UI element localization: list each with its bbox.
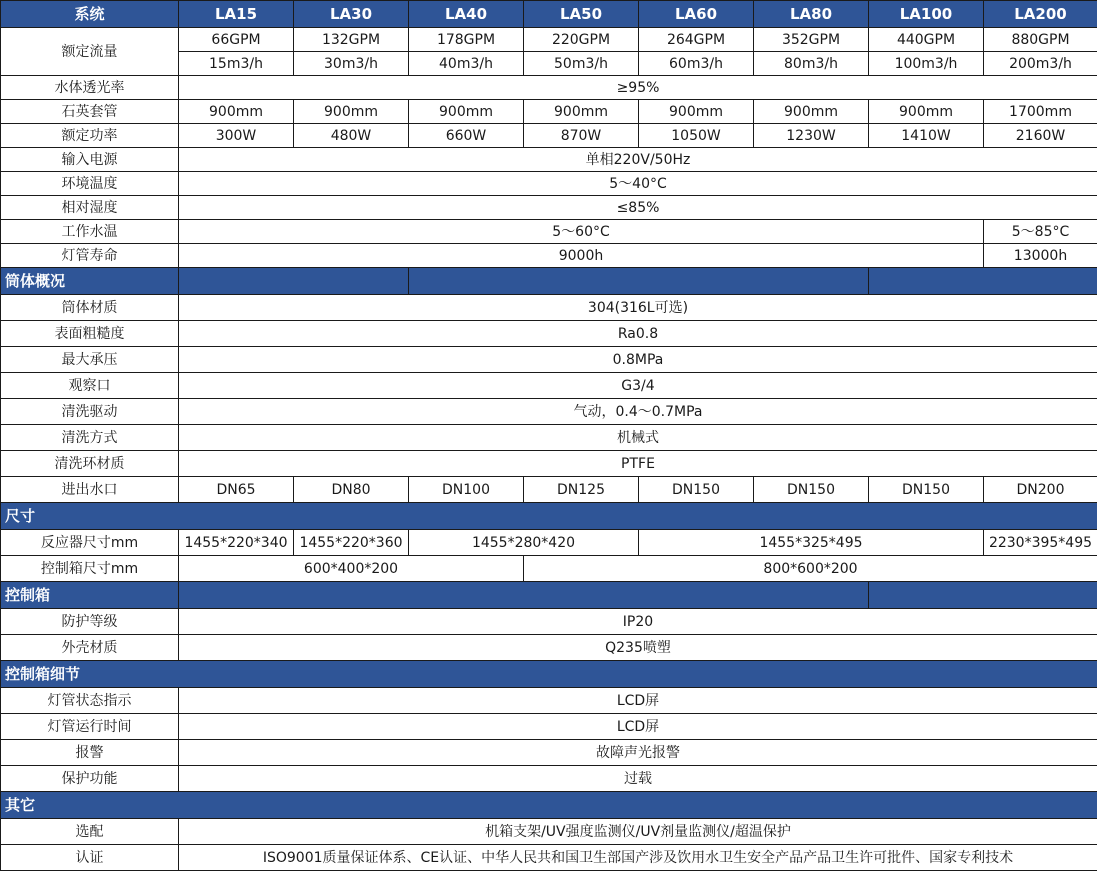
- cell-value: 50m3/h: [524, 52, 639, 76]
- row-label: 清洗驱动: [1, 399, 179, 425]
- cell-value: 600*400*200: [179, 556, 524, 582]
- env-temp-row: [1, 172, 1097, 196]
- cell-value: 304(316L可选): [179, 295, 1097, 321]
- cell-value: ≥95%: [179, 76, 1097, 100]
- section-filler: [179, 268, 409, 295]
- model-header: LA80: [754, 1, 869, 28]
- model-header: LA100: [869, 1, 984, 28]
- row-label: 防护等级: [1, 609, 179, 635]
- cell-value: 800*600*200: [524, 556, 1097, 582]
- cell-value: 1455*325*495: [639, 530, 984, 556]
- row-label: 相对湿度: [1, 196, 179, 220]
- power-row: [1, 124, 1097, 148]
- row-label: 报警: [1, 740, 179, 766]
- cell-value: 100m3/h: [869, 52, 984, 76]
- flow-row-gpm: [1, 28, 1097, 52]
- material-row: [1, 295, 1097, 321]
- cell-value: DN80: [294, 477, 409, 503]
- cell-value: 900mm: [524, 100, 639, 124]
- cell-value: 264GPM: [639, 28, 754, 52]
- roughness-row: [1, 321, 1097, 347]
- cell-value: 900mm: [869, 100, 984, 124]
- row-label: 环境温度: [1, 172, 179, 196]
- section-title: 其它: [1, 792, 1097, 819]
- section-title: 尺寸: [1, 503, 1097, 530]
- row-label: 保护功能: [1, 766, 179, 792]
- cell-value: 900mm: [409, 100, 524, 124]
- cell-value: IP20: [179, 609, 1097, 635]
- section-header-dimensions: [1, 503, 1097, 530]
- section-filler: [869, 268, 1097, 295]
- row-label: 控制箱尺寸mm: [1, 556, 179, 582]
- section-header-housing: [1, 268, 1097, 295]
- ip-row: [1, 609, 1097, 635]
- reactor-size-row: [1, 530, 1097, 556]
- quartz-row: [1, 100, 1097, 124]
- cell-value: Q235喷塑: [179, 635, 1097, 661]
- cell-value: 900mm: [639, 100, 754, 124]
- section-filler: [409, 268, 869, 295]
- clean-drive-row: [1, 399, 1097, 425]
- header-label: 系统: [1, 1, 179, 28]
- cell-value: DN150: [754, 477, 869, 503]
- cell-value: 300W: [179, 124, 294, 148]
- model-header: LA30: [294, 1, 409, 28]
- shell-row: [1, 635, 1097, 661]
- header-row: [1, 1, 1097, 28]
- row-label: 最大承压: [1, 347, 179, 373]
- row-label: 额定流量: [1, 28, 179, 76]
- alarm-row: [1, 740, 1097, 766]
- cell-value: 870W: [524, 124, 639, 148]
- cell-value: DN65: [179, 477, 294, 503]
- row-label: 额定功率: [1, 124, 179, 148]
- cell-value: 220GPM: [524, 28, 639, 52]
- water-temp-row: [1, 220, 1097, 244]
- row-label: 表面粗糙度: [1, 321, 179, 347]
- cell-value: 880GPM: [984, 28, 1097, 52]
- cell-value: 1455*220*360: [294, 530, 409, 556]
- cell-value: 5～40°C: [179, 172, 1097, 196]
- cell-value: DN150: [639, 477, 754, 503]
- cell-value: 2230*395*495: [984, 530, 1097, 556]
- cell-value: 1410W: [869, 124, 984, 148]
- cell-value: 80m3/h: [754, 52, 869, 76]
- viewport-row: [1, 373, 1097, 399]
- cell-value: 60m3/h: [639, 52, 754, 76]
- cell-value: 1050W: [639, 124, 754, 148]
- cell-value: 5～60°C: [179, 220, 984, 244]
- cell-value: 气动，0.4～0.7MPa: [179, 399, 1097, 425]
- model-header: LA40: [409, 1, 524, 28]
- cabinet-size-row: [1, 556, 1097, 582]
- section-header-other: [1, 792, 1097, 819]
- options-row: [1, 819, 1097, 845]
- cell-value: 178GPM: [409, 28, 524, 52]
- row-label: 筒体材质: [1, 295, 179, 321]
- input-power-row: [1, 148, 1097, 172]
- cell-value: DN200: [984, 477, 1097, 503]
- section-header-control-details: [1, 661, 1097, 688]
- section-title: 控制箱细节: [1, 661, 1097, 688]
- row-label: 灯管运行时间: [1, 714, 179, 740]
- cell-value: 9000h: [179, 244, 984, 268]
- cell-value: DN150: [869, 477, 984, 503]
- section-title: 控制箱: [1, 582, 179, 609]
- cell-value: 660W: [409, 124, 524, 148]
- row-label: 反应器尺寸mm: [1, 530, 179, 556]
- model-header: LA60: [639, 1, 754, 28]
- cell-value: 900mm: [754, 100, 869, 124]
- cell-value: G3/4: [179, 373, 1097, 399]
- cell-value: 440GPM: [869, 28, 984, 52]
- cell-value: Ra0.8: [179, 321, 1097, 347]
- model-header: LA50: [524, 1, 639, 28]
- section-filler: [179, 582, 869, 609]
- cell-value: DN100: [409, 477, 524, 503]
- cell-value: 480W: [294, 124, 409, 148]
- cell-value: 200m3/h: [984, 52, 1097, 76]
- cell-value: 机械式: [179, 425, 1097, 451]
- cell-value: 过载: [179, 766, 1097, 792]
- cell-value: 机箱支架/UV强度监测仪/UV剂量监测仪/超温保护: [179, 819, 1097, 845]
- runtime-row: [1, 714, 1097, 740]
- cell-value: LCD屏: [179, 714, 1097, 740]
- cell-value: 1700mm: [984, 100, 1097, 124]
- row-label: 清洗环材质: [1, 451, 179, 477]
- cell-value: DN125: [524, 477, 639, 503]
- cert-row: [1, 845, 1097, 871]
- cell-value: 66GPM: [179, 28, 294, 52]
- row-label: 灯管寿命: [1, 244, 179, 268]
- row-label: 外壳材质: [1, 635, 179, 661]
- row-label: 输入电源: [1, 148, 179, 172]
- cell-value: 13000h: [984, 244, 1097, 268]
- cell-value: 40m3/h: [409, 52, 524, 76]
- cell-value: 1455*280*420: [409, 530, 639, 556]
- pressure-row: [1, 347, 1097, 373]
- cell-value: 352GPM: [754, 28, 869, 52]
- cell-value: 15m3/h: [179, 52, 294, 76]
- cell-value: 30m3/h: [294, 52, 409, 76]
- row-label: 选配: [1, 819, 179, 845]
- model-header: LA15: [179, 1, 294, 28]
- cell-value: 132GPM: [294, 28, 409, 52]
- clean-ring-row: [1, 451, 1097, 477]
- protect-row: [1, 766, 1097, 792]
- lamp-life-row: [1, 244, 1097, 268]
- clean-method-row: [1, 425, 1097, 451]
- row-label: 进出水口: [1, 477, 179, 503]
- row-label: 认证: [1, 845, 179, 871]
- cell-value: 1455*220*340: [179, 530, 294, 556]
- section-filler: [869, 582, 1097, 609]
- cell-value: ≤85%: [179, 196, 1097, 220]
- row-label: 水体透光率: [1, 76, 179, 100]
- row-label: 观察口: [1, 373, 179, 399]
- row-label: 灯管状态指示: [1, 688, 179, 714]
- inlet-row: [1, 477, 1097, 503]
- cell-value: 5～85°C: [984, 220, 1097, 244]
- cell-value: 0.8MPa: [179, 347, 1097, 373]
- row-label: 工作水温: [1, 220, 179, 244]
- row-label: 石英套管: [1, 100, 179, 124]
- transmittance-row: [1, 76, 1097, 100]
- row-label: 清洗方式: [1, 425, 179, 451]
- cell-value: 故障声光报警: [179, 740, 1097, 766]
- humidity-row: [1, 196, 1097, 220]
- cell-value: PTFE: [179, 451, 1097, 477]
- section-header-control-box: [1, 582, 1097, 609]
- status-row: [1, 688, 1097, 714]
- cell-value: ISO9001质量保证体系、CE认证、中华人民共和国卫生部国产涉及饮用水卫生安全产品产品卫生许可批件、国家专利技术: [179, 845, 1097, 871]
- cell-value: 900mm: [179, 100, 294, 124]
- cell-value: 900mm: [294, 100, 409, 124]
- cell-value: 1230W: [754, 124, 869, 148]
- model-header: LA200: [984, 1, 1097, 28]
- cell-value: 单相220V/50Hz: [179, 148, 1097, 172]
- section-title: 筒体概况: [1, 268, 179, 295]
- cell-value: 2160W: [984, 124, 1097, 148]
- cell-value: LCD屏: [179, 688, 1097, 714]
